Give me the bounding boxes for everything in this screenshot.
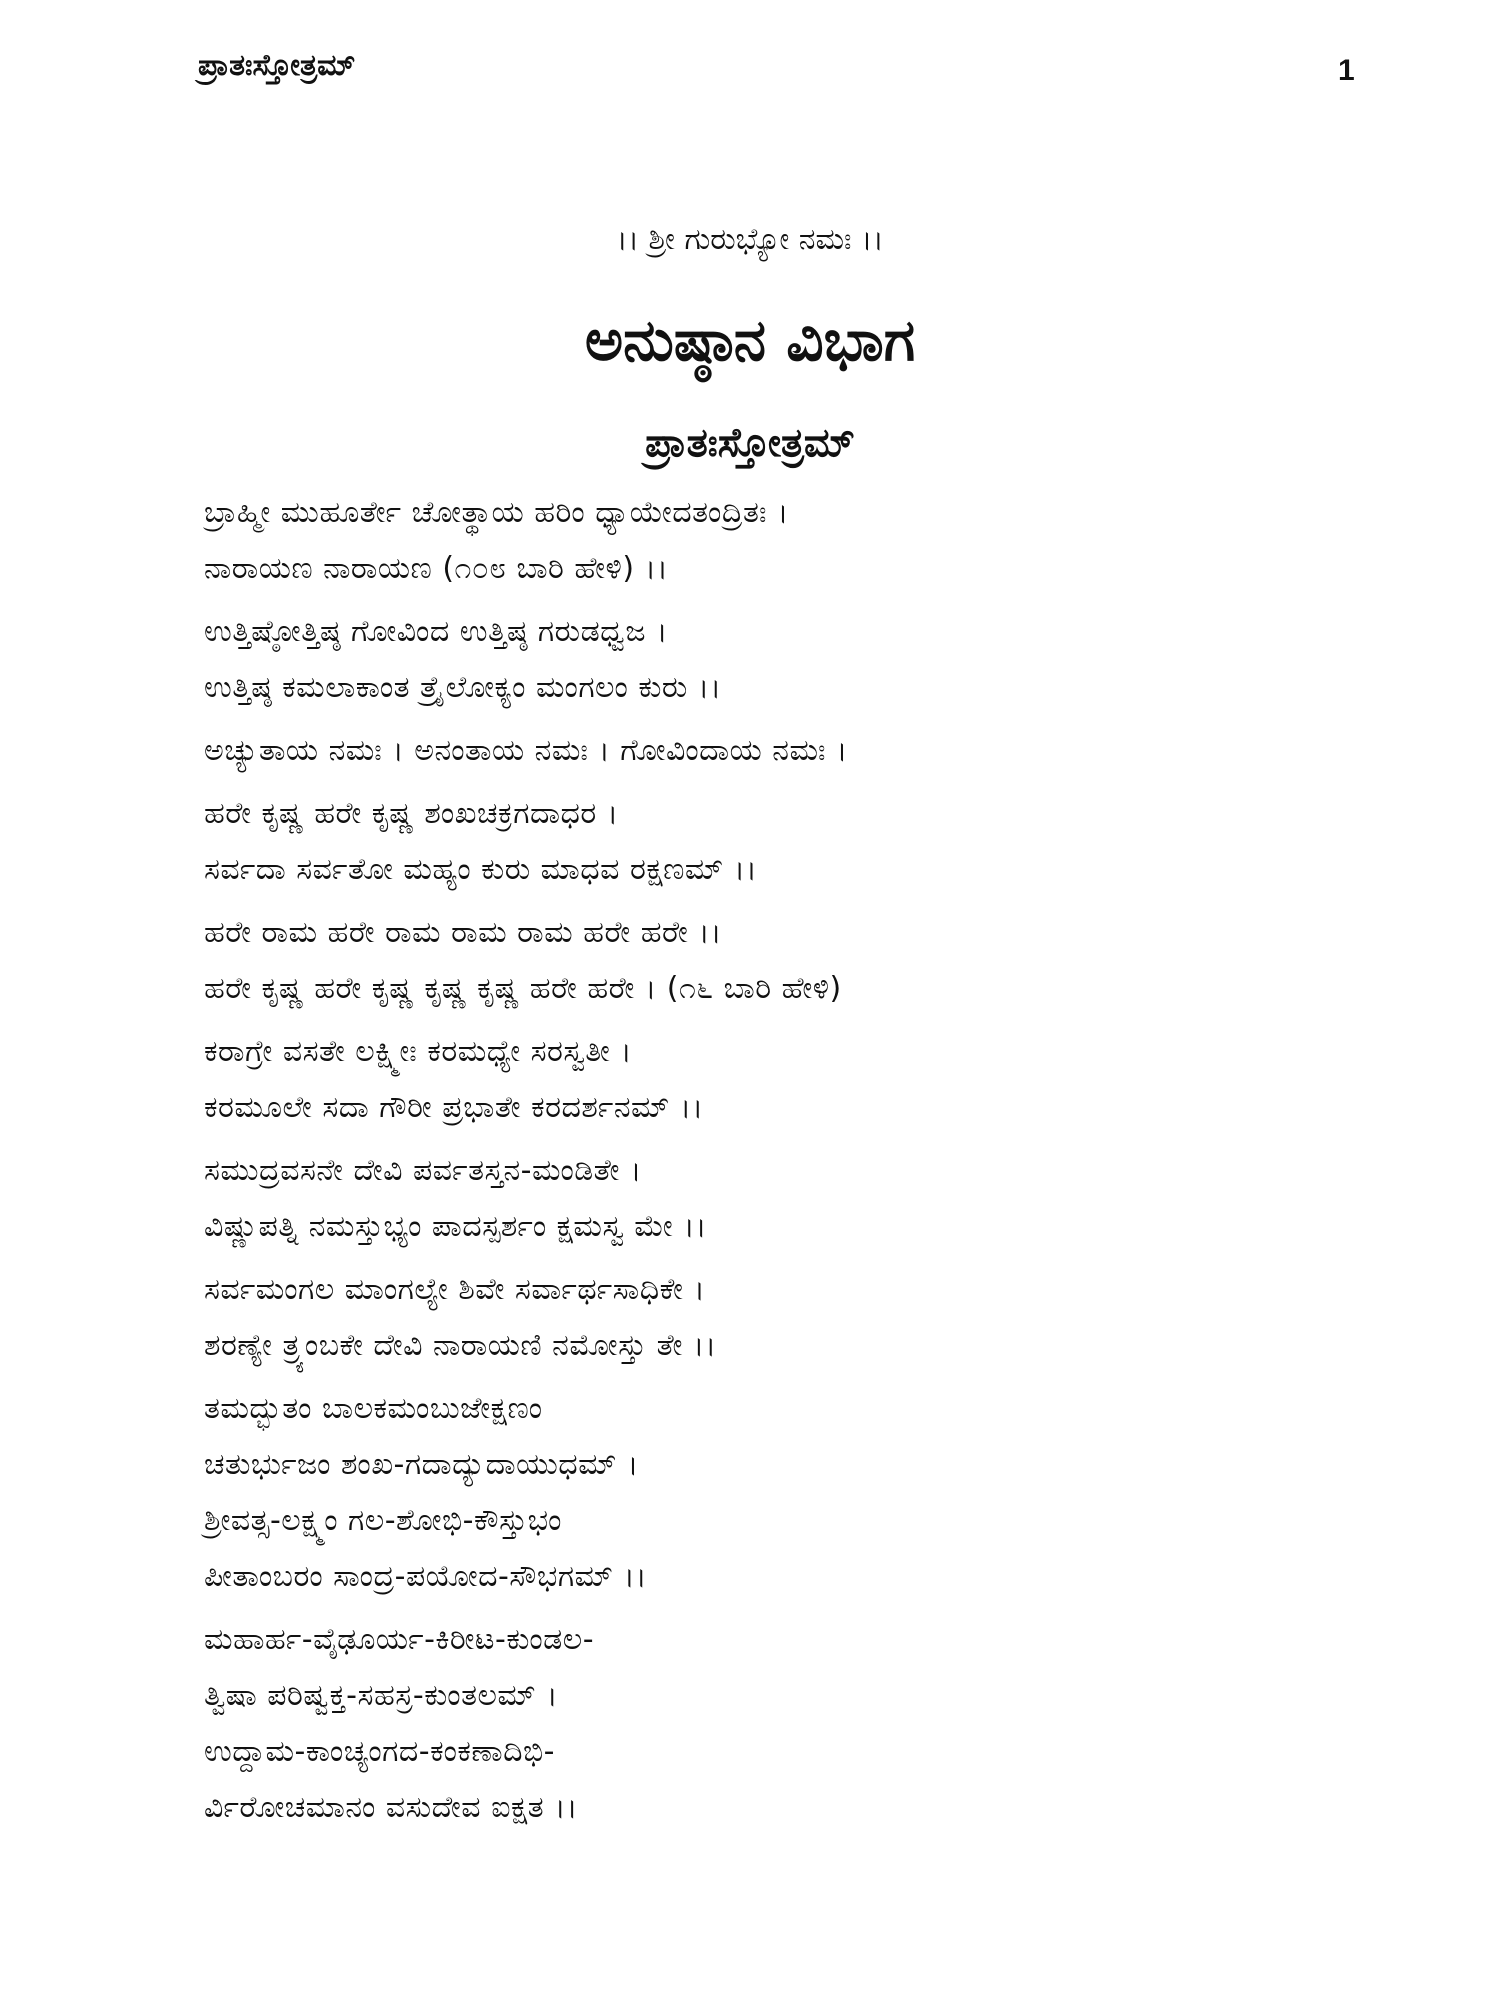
verse-line: ಸರ್ವಮಂಗಲ ಮಾಂಗಲ್ಯೇ ಶಿವೇ ಸರ್ವಾರ್ಥಸಾಧಿಕೇ ।	[204, 1272, 706, 1307]
verse-line: ವಿಷ್ಣುಪತ್ನಿ ನಮಸ್ತುಭ್ಯಂ ಪಾದಸ್ಪರ್ಶಂ ಕ್ಷಮಸ್ವ ಮೇ ।।	[204, 1209, 708, 1244]
verse-3	[204, 728, 1324, 774]
section-title: ಅನುಷ್ಠಾನ ವಿಭಾಗ	[584, 306, 916, 374]
running-head-title: ಪ್ರಾತಃಸ್ತೋತ್ರಮ್	[198, 48, 356, 83]
verse-2	[204, 609, 1324, 711]
verse-line: ಕರಾಗ್ರೇ ವಸತೇ ಲಕ್ಷ್ಮೀಃ ಕರಮಧ್ಯೇ ಸರಸ್ವತೀ ।	[204, 1034, 633, 1069]
invocation: ।। ಶ್ರೀ ಗುರುಭ್ಯೋ ನಮಃ ।।	[616, 222, 884, 257]
verse-line: ಸಮುದ್ರವಸನೇ ದೇವಿ ಪರ್ವತಸ್ತನ-ಮಂಡಿತೇ ।	[204, 1153, 642, 1188]
verse-line: ಬ್ರಾಹ್ಮೀ ಮುಹೂರ್ತೇ ಚೋತ್ಥಾಯ ಹರಿಂ ಧ್ಯಾಯೇದತಂದ್ರಿತಃ ।	[204, 495, 789, 530]
page-number: 1	[1338, 54, 1355, 87]
verse-1	[204, 490, 1324, 592]
verse-line: ಉದ್ದಾಮ-ಕಾಂಚ್ಯಂಗದ-ಕಂಕಣಾದಿಭಿ-	[204, 1734, 555, 1769]
verse-line: ನಾರಾಯಣ ನಾರಾಯಣ (೧೦೮ ಬಾರಿ ಹೇಳಿ) ।।	[204, 551, 669, 586]
verse-line: ಪೀತಾಂಬರಂ ಸಾಂದ್ರ-ಪಯೋದ-ಸೌಭಗಮ್ ।।	[204, 1559, 648, 1594]
verse-line: ಸರ್ವದಾ ಸರ್ವತೋ ಮಹ್ಯಂ ಕುರು ಮಾಧವ ರಕ್ಷಣಮ್ ।।	[204, 852, 758, 887]
verse-line: ಮಹಾರ್ಹ-ವೈಢೂರ್ಯ-ಕಿರೀಟ-ಕುಂಡಲ-	[204, 1622, 595, 1657]
verse-10	[204, 1617, 1324, 1831]
verse-9	[204, 1386, 1324, 1600]
verse-line: ತ್ವಿಷಾ ಪರಿಷ್ವಕ್ತ-ಸಹಸ್ರ-ಕುಂತಲಮ್ ।	[204, 1678, 559, 1713]
verse-line: ಶರಣ್ಯೇ ತ್ರ್ಯಂಬಕೇ ದೇವಿ ನಾರಾಯಣಿ ನಮೋಸ್ತು ತೇ ।।	[204, 1328, 717, 1363]
verse-line: ಚತುರ್ಭುಜಂ ಶಂಖ-ಗದಾದ್ಯುದಾಯುಧಮ್ ।	[204, 1447, 639, 1482]
verse-line: ತಮದ್ಭುತಂ ಬಾಲಕಮಂಬುಜೇಕ್ಷಣಂ	[204, 1391, 543, 1426]
verse-line: ರ್ವಿರೋಚಮಾನಂ ವಸುದೇವ ಐಕ್ಷತ ।।	[204, 1790, 579, 1825]
verse-line: ಶ್ರೀವತ್ಸ-ಲಕ್ಷ್ಮಂ ಗಲ-ಶೋಭಿ-ಕೌಸ್ತುಭಂ	[204, 1503, 562, 1538]
verse-7	[204, 1148, 1324, 1250]
verse-line: ಹರೇ ಕೃಷ್ಣ ಹರೇ ಕೃಷ್ಣ ಶಂಖಚಕ್ರಗದಾಧರ ।	[204, 796, 619, 831]
verse-8	[204, 1267, 1324, 1369]
verse-line: ಅಚ್ಯುತಾಯ ನಮಃ । ಅನಂತಾಯ ನಮಃ । ಗೋವಿಂದಾಯ ನಮಃ ।	[204, 733, 848, 768]
verse-list	[204, 490, 1324, 1848]
verse-line: ಕರಮೂಲೇ ಸದಾ ಗೌರೀ ಪ್ರಭಾತೇ ಕರದರ್ಶನಮ್ ।।	[204, 1090, 704, 1125]
stotra-title: ಪ್ರಾತಃಸ್ತೋತ್ರಮ್	[645, 420, 855, 466]
verse-line: ಹರೇ ರಾಮ ಹರೇ ರಾಮ ರಾಮ ರಾಮ ಹರೇ ಹರೇ ।।	[204, 915, 723, 950]
verse-6	[204, 1029, 1324, 1131]
verse-line: ಉತ್ತಿಷ್ಠೋತ್ತಿಷ್ಠ ಗೋವಿಂದ ಉತ್ತಿಷ್ಠ ಗರುಡಧ್ವಜ ।	[204, 614, 669, 649]
verse-line: ಉತ್ತಿಷ್ಠ ಕಮಲಾಕಾಂತ ತ್ರೈಲೋಕ್ಯಂ ಮಂಗಲಂ ಕುರು ।।	[204, 670, 722, 705]
verse-4	[204, 791, 1324, 893]
verse-line: ಹರೇ ಕೃಷ್ಣ ಹರೇ ಕೃಷ್ಣ ಕೃಷ್ಣ ಕೃಷ್ಣ ಹರೇ ಹರೇ । (೧೬ ಬಾರಿ ಹೇಳಿ)	[204, 971, 842, 1006]
verse-5	[204, 910, 1324, 1012]
